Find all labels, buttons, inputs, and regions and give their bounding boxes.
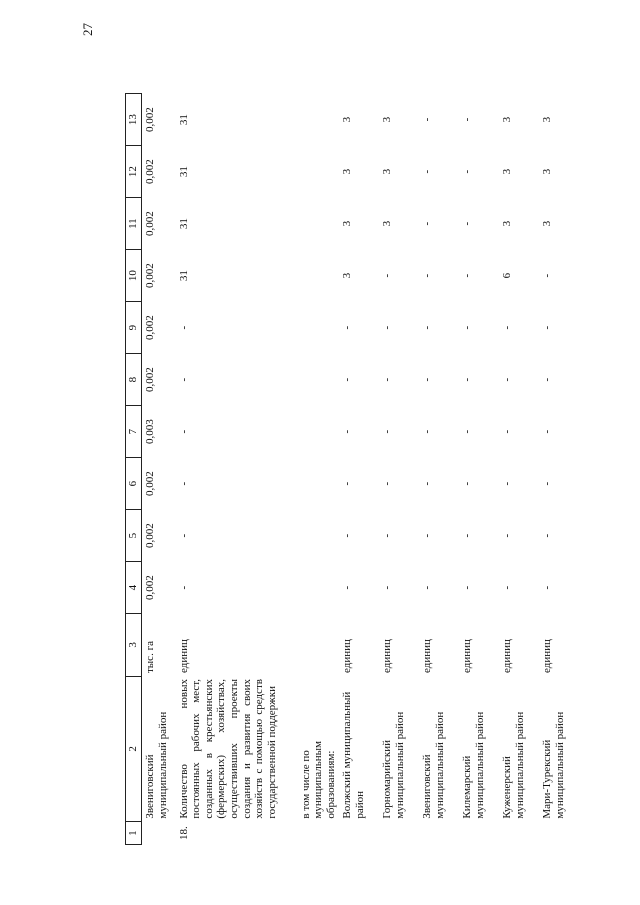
value-cell: - <box>421 533 434 538</box>
header-cell: 12 <box>126 146 142 198</box>
value-cell <box>298 146 340 198</box>
value-cell <box>298 302 340 354</box>
value-cell: - <box>177 585 190 590</box>
value-cell: 6 <box>501 272 514 279</box>
value-cell: 31 <box>177 114 190 126</box>
value-cell: - <box>341 533 354 538</box>
value-cell: - <box>501 377 514 382</box>
value-cell: - <box>381 325 394 330</box>
table-row <box>539 94 579 845</box>
table-row <box>379 94 419 845</box>
value-cell: - <box>501 533 514 538</box>
value-cell: 3 <box>541 116 554 123</box>
row-number-cell <box>499 822 539 845</box>
value-cell: - <box>541 273 554 278</box>
value-cell: - <box>177 377 190 382</box>
value-cell: 3 <box>341 116 354 123</box>
indicator-name-cell: Звениговский муниципальный район <box>144 711 169 819</box>
table-row <box>176 94 298 845</box>
unit-cell: единиц <box>541 639 554 674</box>
value-cell: - <box>177 533 190 538</box>
header-cell: 5 <box>126 510 142 562</box>
value-cell: 3 <box>381 220 394 227</box>
value-cell: - <box>501 325 514 330</box>
value-cell: - <box>341 325 354 330</box>
value-cell: - <box>461 481 474 486</box>
header-cell: 4 <box>126 562 142 614</box>
row-number-cell <box>142 822 176 845</box>
value-cell: 0,002 <box>144 211 156 236</box>
value-cell: 3 <box>501 220 514 227</box>
value-cell: 3 <box>501 168 514 175</box>
value-cell: 0,002 <box>144 575 156 600</box>
row-number-cell: 18. <box>177 826 190 840</box>
unit-cell: единиц <box>381 639 394 674</box>
value-cell: - <box>421 117 434 122</box>
value-cell <box>298 198 340 250</box>
value-cell: - <box>421 273 434 278</box>
value-cell: 31 <box>177 218 190 230</box>
value-cell: - <box>461 533 474 538</box>
value-cell: - <box>381 533 394 538</box>
header-cell: 3 <box>126 614 142 676</box>
value-cell: - <box>177 325 190 330</box>
value-cell: - <box>381 585 394 590</box>
header-cell: 7 <box>126 406 142 458</box>
value-cell: - <box>501 585 514 590</box>
value-cell: 0,002 <box>144 315 156 340</box>
value-cell: - <box>177 481 190 486</box>
value-cell <box>298 562 340 614</box>
value-cell: - <box>541 481 554 486</box>
header-row <box>126 94 142 845</box>
row-number-cell <box>379 822 419 845</box>
table-row <box>339 94 379 845</box>
value-cell: 0,002 <box>144 471 156 496</box>
value-cell: - <box>501 429 514 434</box>
value-cell: - <box>501 481 514 486</box>
page-number: 27 <box>80 23 95 36</box>
unit-cell: единиц <box>461 639 474 674</box>
value-cell: 0,002 <box>144 367 156 392</box>
unit-cell: единиц <box>421 639 434 674</box>
row-number-cell <box>339 822 379 845</box>
row-number-cell <box>459 822 499 845</box>
value-cell: - <box>421 429 434 434</box>
value-cell: 3 <box>341 168 354 175</box>
value-cell <box>298 458 340 510</box>
unit-cell: единиц <box>177 639 190 674</box>
header-cell: 1 <box>126 822 142 845</box>
value-cell <box>298 406 340 458</box>
value-cell <box>298 510 340 562</box>
value-cell: - <box>461 273 474 278</box>
indicator-name-cell: Горномарийский муниципальный район <box>381 711 407 819</box>
value-cell: - <box>421 585 434 590</box>
value-cell: 31 <box>177 270 190 282</box>
value-cell: - <box>461 325 474 330</box>
value-cell: - <box>177 429 190 434</box>
value-cell: 3 <box>341 220 354 227</box>
value-cell: - <box>461 117 474 122</box>
header-cell: 8 <box>126 354 142 406</box>
value-cell: - <box>381 429 394 434</box>
table-row <box>499 94 539 845</box>
value-cell: - <box>381 377 394 382</box>
data-table <box>125 93 579 845</box>
row-number-cell <box>298 822 340 845</box>
indicator-name-cell: Куженерский муниципальный район <box>501 711 527 819</box>
table-row <box>459 94 499 845</box>
indicator-name-cell: в том числе по муниципальным образованиям: <box>299 741 337 819</box>
value-cell: - <box>461 585 474 590</box>
value-cell: - <box>341 585 354 590</box>
value-cell: - <box>421 481 434 486</box>
value-cell: 3 <box>381 168 394 175</box>
value-cell: 31 <box>177 166 190 178</box>
value-cell: - <box>421 221 434 226</box>
header-cell: 9 <box>126 302 142 354</box>
table-body <box>142 94 580 845</box>
value-cell: 0,002 <box>144 159 156 184</box>
value-cell: - <box>421 377 434 382</box>
value-cell: - <box>341 481 354 486</box>
header-cell: 11 <box>126 198 142 250</box>
rotated-table-wrapper <box>125 93 565 845</box>
table-row <box>142 94 176 845</box>
header-cell: 6 <box>126 458 142 510</box>
value-cell: - <box>381 273 394 278</box>
row-number-cell <box>539 822 579 845</box>
value-cell: - <box>421 169 434 174</box>
value-cell: - <box>541 377 554 382</box>
table-row <box>419 94 459 845</box>
value-cell: - <box>541 325 554 330</box>
value-cell: - <box>341 429 354 434</box>
value-cell: 3 <box>341 272 354 279</box>
table-row <box>298 94 340 845</box>
unit-cell: тыс. га <box>144 641 156 674</box>
value-cell: - <box>461 169 474 174</box>
value-cell: 0,002 <box>144 263 156 288</box>
value-cell: 3 <box>541 168 554 175</box>
value-cell <box>298 354 340 406</box>
header-cell: 2 <box>126 676 142 822</box>
value-cell: - <box>341 377 354 382</box>
value-cell: 3 <box>541 220 554 227</box>
indicator-name-cell: Звениговский муниципальный район <box>421 711 447 819</box>
value-cell: - <box>381 481 394 486</box>
value-cell: - <box>541 429 554 434</box>
value-cell: 3 <box>501 116 514 123</box>
indicator-name-cell: Мари-Турекский муниципальный район <box>541 711 567 819</box>
value-cell: - <box>541 533 554 538</box>
unit-cell <box>298 614 340 676</box>
value-cell <box>298 94 340 146</box>
value-cell <box>298 250 340 302</box>
value-cell: - <box>541 585 554 590</box>
value-cell: - <box>421 325 434 330</box>
value-cell: 0,002 <box>144 523 156 548</box>
unit-cell: единиц <box>501 639 514 674</box>
value-cell: - <box>461 377 474 382</box>
indicator-name-cell: Количество новых постоянных рабочих мест, созданных в крестьянских (фермерских) хозяйствах, осуществивших проекты создания и развития своих хозяйств с помощью средств государственной поддержки <box>177 679 278 819</box>
value-cell: - <box>461 221 474 226</box>
header-cell: 10 <box>126 250 142 302</box>
value-cell: 0,003 <box>144 419 156 444</box>
indicator-name-cell: Волжский муниципальный район <box>341 691 367 819</box>
unit-cell: единиц <box>341 639 354 674</box>
header-cell: 13 <box>126 94 142 146</box>
row-number-cell <box>419 822 459 845</box>
value-cell: 3 <box>381 116 394 123</box>
value-cell: - <box>461 429 474 434</box>
indicator-name-cell: Килемарский муниципальный район <box>461 711 487 819</box>
value-cell: 0,002 <box>144 107 156 132</box>
